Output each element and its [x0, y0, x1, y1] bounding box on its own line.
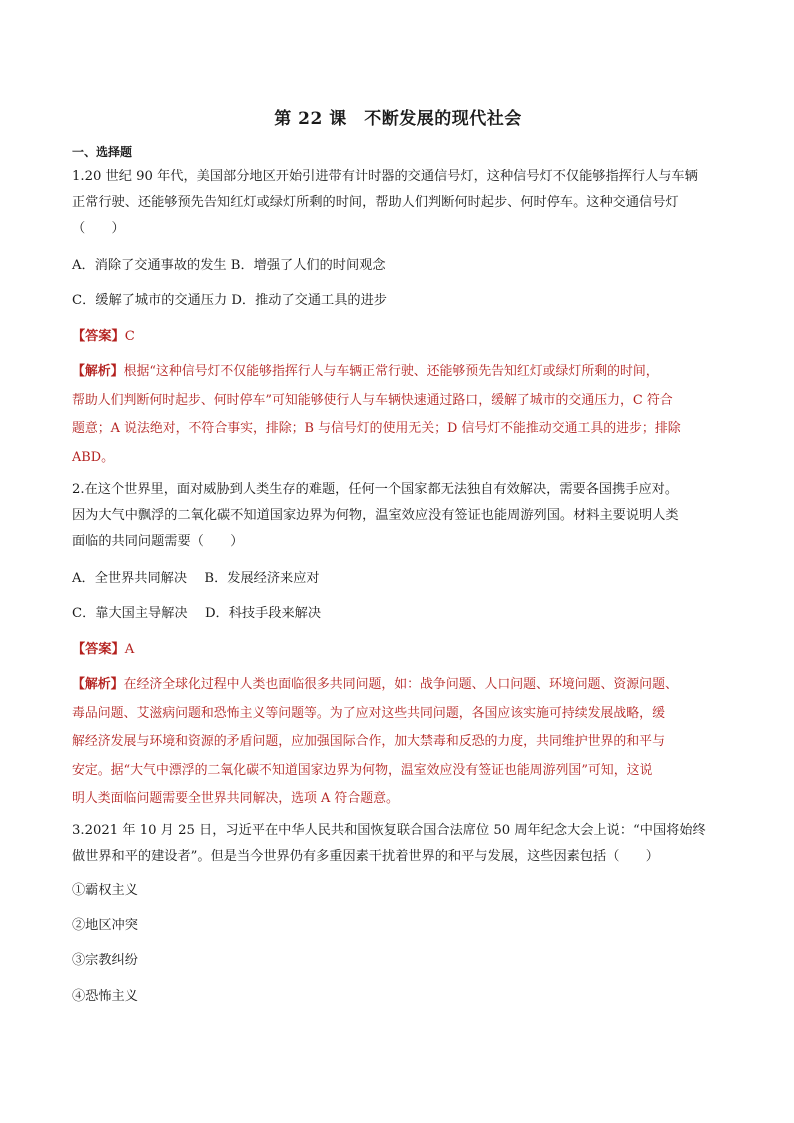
question-3-stem-line: 做世界和平的建设者”。但是当今世界仍有多重因素干扰着世界的和平与发展，这些因素包括（ ） [72, 849, 659, 865]
explanation-line: 题意；A 说法绝对，不符合事实，排除；B 与信号灯的使用无关；D 信号灯不能推动交通工具的进步；排除 [72, 421, 681, 436]
answer-label: 【答案】 [72, 329, 125, 344]
section-heading: 一、选择题 [72, 145, 133, 159]
page-title: 第 22 课 不断发展的现代社会 [274, 109, 522, 129]
explanation-line: 毒品问题、艾滋病问题和恐怖主义等问题等。为了应对这些共同问题，各国应该实施可持续发展战略，缓 [72, 705, 665, 721]
question-2-option-line: C．靠大国主导解决 D．科技手段来解决 [72, 606, 322, 621]
question-1-stem-line: 正常行驶、还能够预先告知红灯或绿灯所剩的时间，帮助人们判断何时起步、何时停车。这种交通信号灯 [72, 195, 679, 211]
explanation-line: 明人类面临问题需要全世界共同解决，选项 A 符合题意。 [72, 791, 399, 806]
explanation-line: 帮助人们判断何时起步、何时停车”可知能够使行人与车辆快速通过路口，缓解了城市的交通压力，C 符合 [72, 392, 673, 408]
explanation-label: 【解析】 [72, 364, 124, 379]
question-1-answer [72, 324, 724, 350]
explanation-line: 根据“这种信号灯不仅能够指挥行人与车辆正常行驶、还能够预先告知红灯或绿灯所剩的时间， [123, 364, 659, 379]
question-2-stem-line: 因为大气中飘浮的二氧化碳不知道国家边界为何物，温室效应没有签证也能周游列国。材料主要说明人类 [72, 508, 679, 524]
question-2-answer [72, 637, 724, 663]
question-3-stem [72, 818, 724, 870]
question-1-option-line: A．消除了交通事故的发生 B．增强了人们的时间观念 [72, 258, 386, 273]
explanation-line: 解经济发展与环境和资源的矛盾问题，应加强国际合作，加大禁毒和反恐的力度，共同维护世界的和平与 [72, 734, 665, 749]
explanation-line: 在经济全球化过程中人类也面临很多共同问题，如：战争问题、人口问题、环境问题、资源问题、 [123, 677, 678, 692]
question-1-stem [72, 164, 724, 243]
explanation-line: 安定。据“大气中漂浮的二氧化碳不知道国家边界为何物，温室效应没有签证也能周游列国”可知，这说 [72, 762, 653, 778]
question-3-item: ①霸权主义 [72, 883, 138, 898]
question-1-stem-line: （ ） [72, 221, 125, 237]
question-3-item: ④恐怖主义 [72, 989, 138, 1004]
question-1-option-line: C．缓解了城市的交通压力 D．推动了交通工具的进步 [72, 293, 387, 308]
question-3-stem-line: 3.2021 年 10 月 25 日，习近平在中华人民共和国恢复联合国合法席位 50 周年纪念大会上说：“中国将始终 [72, 823, 706, 838]
explanation-label: 【解析】 [72, 677, 124, 692]
question-1-stem-line: 1.20 世纪 90 年代，美国部分地区开始引进带有计时器的交通信号灯，这种信号灯不仅能够指挥行人与车辆 [72, 169, 698, 184]
question-3-item: ②地区冲突 [72, 918, 138, 933]
question-2-option-line: A．全世界共同解决 B．发展经济来应对 [72, 571, 320, 586]
question-1-explanation [72, 358, 724, 472]
answer-value: C [124, 329, 135, 344]
question-2-stem-line: 面临的共同问题需要（ ） [72, 534, 244, 550]
question-3-item: ③宗教纠纷 [72, 953, 138, 968]
explanation-line: ABD。 [72, 449, 115, 465]
answer-label: 【答案】 [72, 642, 125, 657]
question-2-stem [72, 477, 724, 556]
answer-value: A [124, 642, 135, 657]
question-2-explanation [72, 671, 724, 814]
question-2-stem-line: 2.在这个世界里，面对威胁到人类生存的难题，任何一个国家都无法独自有效解决，需要各国携手应对。 [72, 482, 679, 497]
